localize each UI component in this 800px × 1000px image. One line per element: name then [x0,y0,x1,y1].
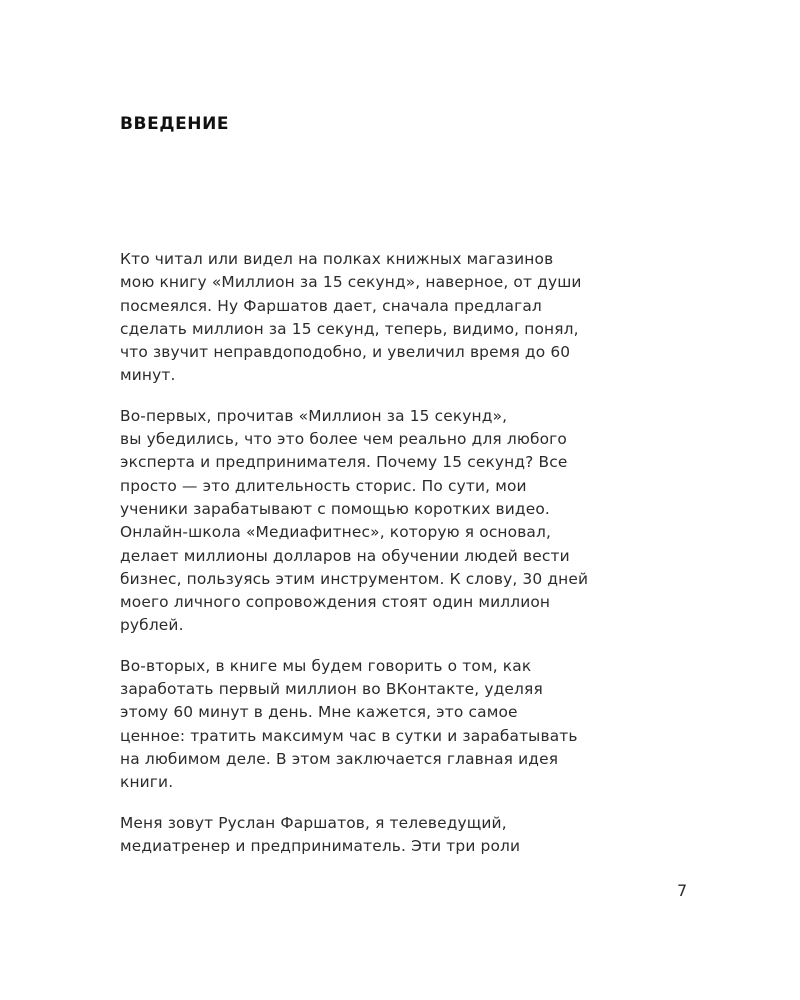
text-line: бизнес, пользуясь этим инструментом. К слову, 30 дней [120,569,589,588]
text-line: Меня зовут Руслан Фаршатов, я телеведущий, [120,813,507,832]
chapter-heading: ВВЕДЕНИЕ [120,114,230,134]
text-line: Кто читал или видел на полках книжных магазинов [120,250,554,268]
page-number: 7 [677,881,688,900]
paragraph-2 [120,405,620,638]
text-line: ценное: тратить максимум час в сутки и зарабатывать [120,726,578,745]
text-line: этому 60 минут в день. Мне кажется, это самое [120,703,518,722]
paragraph-1 [120,248,620,388]
text-line: Во-вторых, в книге мы будем говорить о том, как [120,656,532,675]
text-line: ученики зарабатывают с помощью коротких видео. [120,499,550,518]
text-line: Онлайн-школа «Медиафитнес», которую я основал, [120,523,552,542]
paragraph-4 [120,812,620,859]
text-line: делает миллионы долларов на обучении людей вести [120,546,570,565]
body-text [120,248,620,875]
text-line: Во-первых, прочитав «Миллион за 15 секунд», [120,406,508,425]
text-line: заработать первый миллион во ВКонтакте, уделяя [120,680,543,699]
paragraph-3 [120,655,620,795]
text-line: книги. [120,773,174,792]
text-line: медиатренер и предприниматель. Эти три роли [120,836,521,855]
text-line: просто — это длительность сторис. По сути, мои [120,476,527,495]
text-line: эксперта и предпринимателя. Почему 15 секунд? Все [120,453,568,472]
text-line: вы убедились, что это более чем реально для любого [120,430,567,449]
text-line: минут. [120,366,176,385]
text-line: что звучит неправдоподобно, и увеличил время до 60 [120,343,571,362]
text-line: сделать миллион за 15 секунд, теперь, видимо, понял, [120,319,579,338]
text-line: рублей. [120,616,184,635]
text-line: мою книгу «Миллион за 15 секунд», наверное, от души [120,273,582,292]
text-line: посмеялся. Ну Фаршатов дает, сначала предлагал [120,296,542,315]
text-line: на любимом деле. В этом заключается главная идея [120,749,559,768]
text-line: моего личного сопровождения стоят один миллион [120,593,551,612]
